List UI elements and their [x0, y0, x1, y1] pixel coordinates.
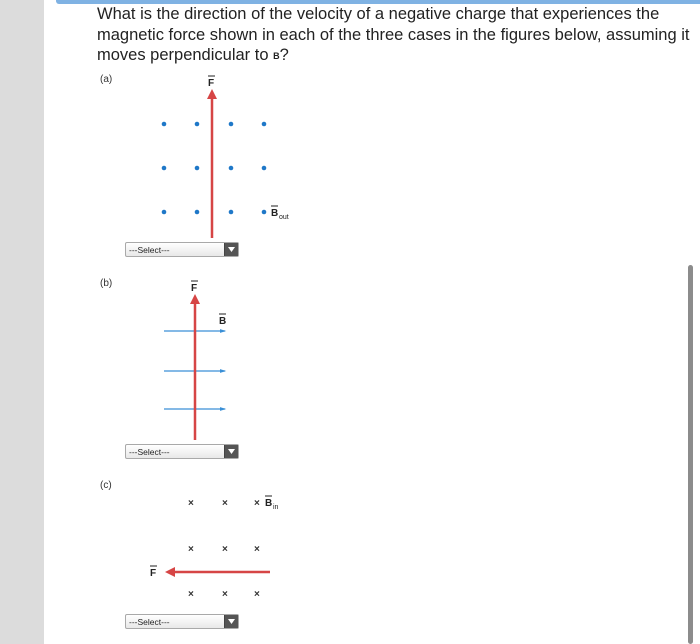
field-cross: × [188, 498, 194, 509]
field-dot [162, 210, 167, 215]
field-dot [162, 122, 167, 127]
case-b-select[interactable] [125, 444, 239, 459]
b-vector-symbol: B [273, 51, 280, 61]
field-crosses-c [188, 498, 260, 600]
field-cross: × [222, 589, 228, 600]
field-cross: × [222, 498, 228, 509]
field-label-b: B [219, 316, 227, 327]
case-b-diagram [164, 281, 226, 440]
case-b-select-value: ---Select--- [129, 447, 170, 457]
scrollbar[interactable] [688, 265, 693, 644]
field-cross: × [222, 544, 228, 555]
field-cross: × [188, 589, 194, 600]
case-b-label: (b) [100, 278, 113, 289]
force-label-b: F [191, 283, 198, 294]
field-cross: × [254, 544, 260, 555]
field-dot [229, 210, 234, 215]
force-label-a: F [208, 78, 215, 89]
case-c-select-value: ---Select--- [129, 617, 170, 627]
case-a-diagram [162, 76, 289, 238]
question-body: What is the direction of the velocity of a negative charge that experiences the magnetic force shown in each of the three cases in the figures below, assuming it moves perpendicular to [97, 5, 690, 64]
field-cross: × [188, 544, 194, 555]
field-subscript-c: in [273, 504, 279, 511]
field-dot [262, 166, 267, 171]
force-label-c: F [150, 568, 157, 579]
field-label-c: B [265, 498, 273, 509]
chevron-down-icon[interactable] [224, 445, 238, 458]
field-dot [195, 122, 200, 127]
case-c-select[interactable] [125, 614, 239, 629]
case-a-select-value: ---Select--- [129, 245, 170, 255]
field-dot [262, 122, 267, 127]
field-dot [195, 210, 200, 215]
field-dot [229, 166, 234, 171]
question-end: ? [279, 46, 289, 64]
case-c-diagram [150, 496, 279, 600]
field-label-a: B [271, 208, 279, 219]
field-dot [162, 166, 167, 171]
field-subscript-a: out [279, 214, 289, 221]
field-cross: × [254, 589, 260, 600]
case-c-label: (c) [100, 480, 112, 491]
field-dots-a [162, 122, 267, 215]
chevron-down-icon[interactable] [224, 615, 238, 628]
chevron-down-icon[interactable] [224, 243, 238, 256]
case-a-label: (a) [100, 74, 113, 85]
field-dot [195, 166, 200, 171]
field-dot [262, 210, 267, 215]
case-a-select[interactable] [125, 242, 239, 257]
field-dot [229, 122, 234, 127]
field-cross: × [254, 498, 260, 509]
